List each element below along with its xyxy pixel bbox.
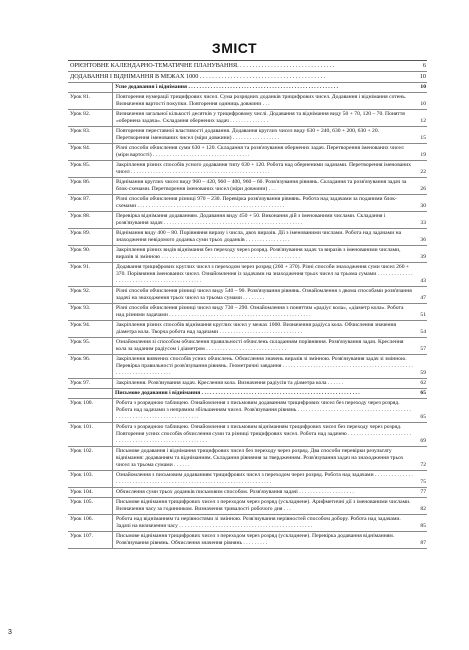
toc-section-heading	[68, 72, 427, 83]
toc-entry	[68, 304, 427, 321]
lesson-number: Урок 87.	[68, 195, 113, 211]
toc-entry	[68, 110, 427, 127]
toc-entry	[68, 144, 427, 161]
entry-text: Закріплення. Розв'язування задач. Креслення кола. Визначення радіусів та діаметра кола . . . . . .	[116, 380, 344, 386]
entry-page-number: 82	[420, 506, 426, 512]
entry-text: Різні способи обчислення різниці 970 – 230. Перевірка розв'язування рівнянь. Робота над задачами за поданими блок-схемами . . . . . . . . . . . . . . . . . . . . . . . . . . . . . . . . . . . . . . . . . . . . . . . . . . . . .	[116, 196, 397, 209]
toc-section-heading	[68, 389, 427, 399]
entry-page-number: 10	[420, 84, 426, 90]
lesson-number: Урок 88.	[68, 212, 113, 228]
toc-entry	[68, 423, 427, 447]
entry-page-number: 15	[420, 135, 426, 141]
entry-text: Письмове додавання і віднімання . . . . . . . . . . . . . . . . . . . . . . . . . . . . . . . . . . . . . . . . . . . . . . . . . . . . . . . . .	[115, 390, 360, 396]
entry-text: Віднімання виду 400 – 80. Порівняння виразу і числа, двох виразів. Дії з іменованими числами. Робота над задачами на знаходження невідомого доданка суми трьох доданків . . . . . . . . . . . . . . . .	[116, 230, 402, 243]
toc-entry	[68, 488, 427, 498]
toc-entry	[68, 161, 427, 178]
lesson-number: Урок 97.	[68, 379, 113, 388]
lesson-number: Урок 91.	[68, 263, 113, 286]
entry-page-number: 36	[420, 237, 426, 243]
entry-page-number: 65	[420, 390, 426, 396]
toc-entry	[68, 212, 427, 229]
toc-entry	[68, 127, 427, 144]
entry-text: Робота над відніманням та нерівностями зі змінною. Розв'язування нерівностей способом добору. Робота над задачами. Задачі на визначення часу . . . . . . . . . . . . . . . . . . . . . . . . . . . . . . . . . . . . . . . . . . . . . . . .	[116, 516, 401, 529]
toc-entry	[68, 93, 427, 110]
toc-entry	[68, 338, 427, 355]
table-of-contents	[68, 60, 427, 549]
entry-page-number: 72	[420, 462, 426, 468]
toc-entry	[68, 379, 427, 389]
lesson-number: Урок 93.	[68, 304, 113, 320]
lesson-number: Урок 89.	[68, 229, 113, 245]
entry-text: Різні способи обчислення різниці чисел виду 540 – 90. Розв'язування рівнянь. Ознайомлення з двома способами розв'язання задачі на знаходження трьох чисел за трьома сумами . . . . . . . .	[116, 288, 412, 301]
entry-page-number: 57	[420, 346, 426, 352]
lesson-number: Урок 81.	[68, 93, 113, 109]
entry-page-number: 85	[420, 523, 426, 529]
lesson-number: Урок 102.	[68, 447, 113, 470]
entry-page-number: 10	[419, 73, 426, 80]
entry-text: ДОДАВАННЯ І ВІДНІМАННЯ В МЕЖАХ 1000 . . . . . . . . . . . . . . . . . . . . . . . . . . . . . . . . . . . . . . . . .	[70, 73, 326, 80]
toc-entry	[68, 178, 427, 195]
toc-entry	[68, 229, 427, 246]
toc-entry	[68, 355, 427, 379]
entry-page-number: 30	[420, 203, 426, 209]
lesson-number	[68, 83, 113, 92]
entry-page-number: 6	[422, 62, 426, 69]
entry-text: Письмове віднімання трицифрових чисел з переходом через розряд (ускладнене). Арифметичні дії з іменованими числами. Визначення часу за годинником. Визначення тривалості робочого дня . . .	[116, 499, 411, 512]
lesson-number: Урок 85.	[68, 161, 113, 177]
entry-page-number: 39	[420, 254, 426, 260]
toc-entry	[68, 246, 427, 263]
lesson-number: Урок 84.	[68, 144, 113, 160]
entry-text: Різні способи обчислення різниці чисел виду 730 – 290. Ознайомлення з поняттям «радіус кола», «діаметр кола». Робота над різними задачами . . . . . . . . . . . . . . . . . . . . . . . . . . . . . . . . . . . . . . . . . . . . . . . . . . .	[116, 305, 404, 318]
lesson-number: Урок 90.	[68, 246, 113, 262]
lesson-number: Урок 101.	[68, 423, 113, 446]
entry-text: Додавання трицифрових круглих чисел з переходом через розряд (260 + 370). Різні способи знаходження суми чисел 260 + 370. Порівняння іменованих чисел. Ознайомлення із задачами на знаходження трьох чисел за трьома сумами . . . . . . . . . . . . . . . . . . . . . . . . . . . . . . . . . . . . . . . . . . . .	[116, 264, 413, 284]
lesson-number: Урок 82.	[68, 110, 113, 126]
entry-text: Робота з розрядною таблицею. Ознайомлення з письмовим додаванням трицифрових чисел без переходу через розряд. Робота над задачами з непрямим збільшенням чисел. Розв'язування рівнянь . . . . . . . . . . . . . . . . . . . . . . . . . . . . . . . . . . . . . . . . . . . . . . . . . . . . . . . . . . . . . . . . . . . . . . .	[116, 400, 411, 420]
entry-text: Визначення загальної кількості десятків у трицифровому числі. Додавання та віднімання виду 50 + 70, 120 – 70. Поняття «обернена задача». Складання обернених задач . . . . . . . . . . . . . .	[116, 111, 405, 124]
lesson-number: Урок 94.	[68, 321, 113, 337]
lesson-number: Урок 83.	[68, 127, 113, 143]
toc-entry	[68, 321, 427, 338]
lesson-number: Урок 100.	[68, 399, 113, 422]
page-title: ЗМІСТ	[211, 40, 258, 56]
toc-entry	[68, 399, 427, 423]
entry-page-number: 10	[420, 101, 426, 107]
lesson-number: Урок 106.	[68, 515, 113, 531]
entry-text: Ознайомлення зі способом обчислення правильності обчислень складанням порівняння. Розв'язування задач. Креслення кола за заданим радіусом і діаметром . . . . . . . . . . . . . . . . . . . . . . . . . . . . .	[116, 339, 404, 352]
lesson-number: Урок 96.	[68, 355, 113, 378]
entry-page-number: 51	[420, 312, 426, 318]
lesson-number: Урок 104.	[68, 488, 113, 497]
entry-text: Віднімання круглих чисел виду 960 – 420, 960 – 400, 960 – 60. Розв'язування рівнянь. Складання та розв'язування задач за блок-схемами. Перетворення іменованих чисел (міри довжини) . . .	[116, 179, 407, 192]
lesson-number: Урок 86.	[68, 178, 113, 194]
entry-page-number: 65	[420, 414, 426, 420]
toc-entry	[68, 471, 427, 488]
entry-text: Перевірка віднімання додаванням. Додавання виду 450 + 50. Виконання дій з іменованими числами. Складання і розв'язування задач . . . . . . . . . . . . . . . . . . . . . . . . . . . . . . . . . . . . . . . . . . . . . . . . . .	[116, 213, 386, 226]
entry-text: Усне додавання і віднімання . . . . . . . . . . . . . . . . . . . . . . . . . . . . . . . . . . . . . . . . . . . . . . . . . . . . . .	[115, 84, 339, 90]
toc-entry	[68, 515, 427, 532]
entry-page-number: 22	[420, 169, 426, 175]
entry-text: Закріплення різних способів віднімання круглих чисел у межах 1000. Визначення радіуса кола. Обчислення значення діаметра кола. Творча робота над задачами . . . . . . . . . . . . . . . . . . . . . . . . . . . . . .	[116, 322, 397, 335]
entry-text: Письмове додавання і віднімання трицифрових чисел без переходу через розряд. Два способи перевірки результату віднімання: додаванням та відніманням. Складання рівняння за твердженням. Розв'язування задач на знаходження трьох чисел за трьома сумами . . . . . .	[116, 448, 404, 468]
toc-entry	[68, 263, 427, 287]
toc-entry	[68, 447, 427, 471]
lesson-number: Урок 105.	[68, 498, 113, 514]
toc-entry	[68, 532, 427, 549]
entry-page-number: 12	[420, 118, 426, 124]
toc-entry	[68, 498, 427, 515]
entry-page-number: 26	[420, 186, 426, 192]
entry-text: Повторення нумерації трицифрових чисел. Сума розрядних доданків трицифрових чисел. Додавання і віднімання сотень. Визначення вартості покупки. Повторення одиниць довжини . . .	[116, 94, 407, 107]
entry-text: Закріплення вивчених способів усних обчислень. Обчислення значень виразів зі змінною. Розв'язування задач зі змінною. Перевірка правильності розв'язування рівнянь. Геометричні завдання . . . . . . . . . . . . . . . . . . . . . . . . . . . . . . . . . . . . . . . . . . . . . . . . . . . . . . . . . . . . . . . . . . .	[116, 356, 413, 376]
entry-page-number: 19	[420, 152, 426, 158]
entry-page-number: 77	[420, 489, 426, 495]
entry-text: Закріплення різних способів усного додавання типу 630 + 120. Робота над оберненими задачами. Перетворення іменованих чисел . . . . . . . . . . . . . . . . . . . . . . . . . . . . . . . . . . . . . . . . . . . . . . . . . .	[116, 162, 412, 175]
entry-page-number: 47	[420, 295, 426, 301]
lesson-number: Урок 107.	[68, 532, 113, 548]
toc-entry	[68, 195, 427, 212]
entry-text: Робота з розрядною таблицею. Ознайомлення з письмовим відніманням трицифрових чисел без переходу через розряд. Повторення усних способів обчислення суми та різниці трицифрових чисел. Робота над задачею . . . . . . . . . . . . . . . . . . . . . . . . . . . . . . . . . . . . . . . . . . . . . . . . . . . . . . . .	[116, 424, 412, 444]
entry-text: Ознайомлення з письмовим додаванням трицифрових чисел з переходом через розряд. Робота над задачами . . . . . . . . . . . . . . . . . . . . . . . . . . . . . . . . . . . . . . . . . . . . . . . . . . . . . . . . . . . . . . . . . . . . . .	[116, 472, 413, 485]
entry-page-number: 33	[420, 220, 426, 226]
entry-text: Закріплення різних видів віднімання без переходу через розряд. Розв'язування задач та виразів з іменованими числами, виразів зі змінною . . . . . . . . . . . . . . . . . . . . . . . . . . . . . . . . . . . . . . . . . . . . . . . . . .	[116, 247, 401, 260]
entry-page-number: 69	[420, 438, 426, 444]
entry-page-number: 54	[420, 329, 426, 335]
entry-page-number: 59	[420, 370, 426, 376]
lesson-number: Урок 95.	[68, 338, 113, 354]
toc-section-heading	[68, 60, 427, 72]
entry-text: ОРІЄНТОВНЕ КАЛЕНДАРНО-ТЕМАТИЧНЕ ПЛАНУВАННЯ. . . . . . . . . . . . . . . . . . . . . . . . . . . . . . . .	[70, 62, 335, 69]
lesson-number	[68, 389, 113, 398]
lesson-number: Урок 103.	[68, 471, 113, 487]
entry-page-number: 43	[420, 278, 426, 284]
entry-page-number: 75	[420, 479, 426, 485]
entry-page-number: 87	[420, 540, 426, 546]
page-number: 3	[8, 629, 12, 636]
entry-text: Письмове віднімання трицифрових чисел з переходом через розряд (ускладнене). Перевірка додавання відніманням. Розв'язування рівнянь. Обчислення значення рівнянь . . . . . . . . .	[116, 533, 395, 546]
entry-text: Обчислення суми трьох доданків письмовим способом. Розв'язування задачі . . . . . . . . . . . . . . . . . . . .	[116, 489, 354, 495]
entry-page-number: 62	[420, 380, 426, 386]
toc-entry	[68, 287, 427, 304]
lesson-number: Урок 92.	[68, 287, 113, 303]
entry-text: Повторення переставної властивості додавання. Додавання круглих чисел виду 630 + 240, 630 + 200, 630 + 20. Перетворення іменованих чисел (міри довжини) . . . . . . . . . . . . . . . . .	[116, 128, 380, 141]
entry-text: Різні способи обчислення суми 630 + 120. Складання та розв'язування обернених задач. Перетворення іменованих чисел (міри вартості) . . . . . . . . . . . . . . . . . . . . . . . . . . . . . . . . . . .	[116, 145, 404, 158]
toc-section-heading	[68, 83, 427, 93]
